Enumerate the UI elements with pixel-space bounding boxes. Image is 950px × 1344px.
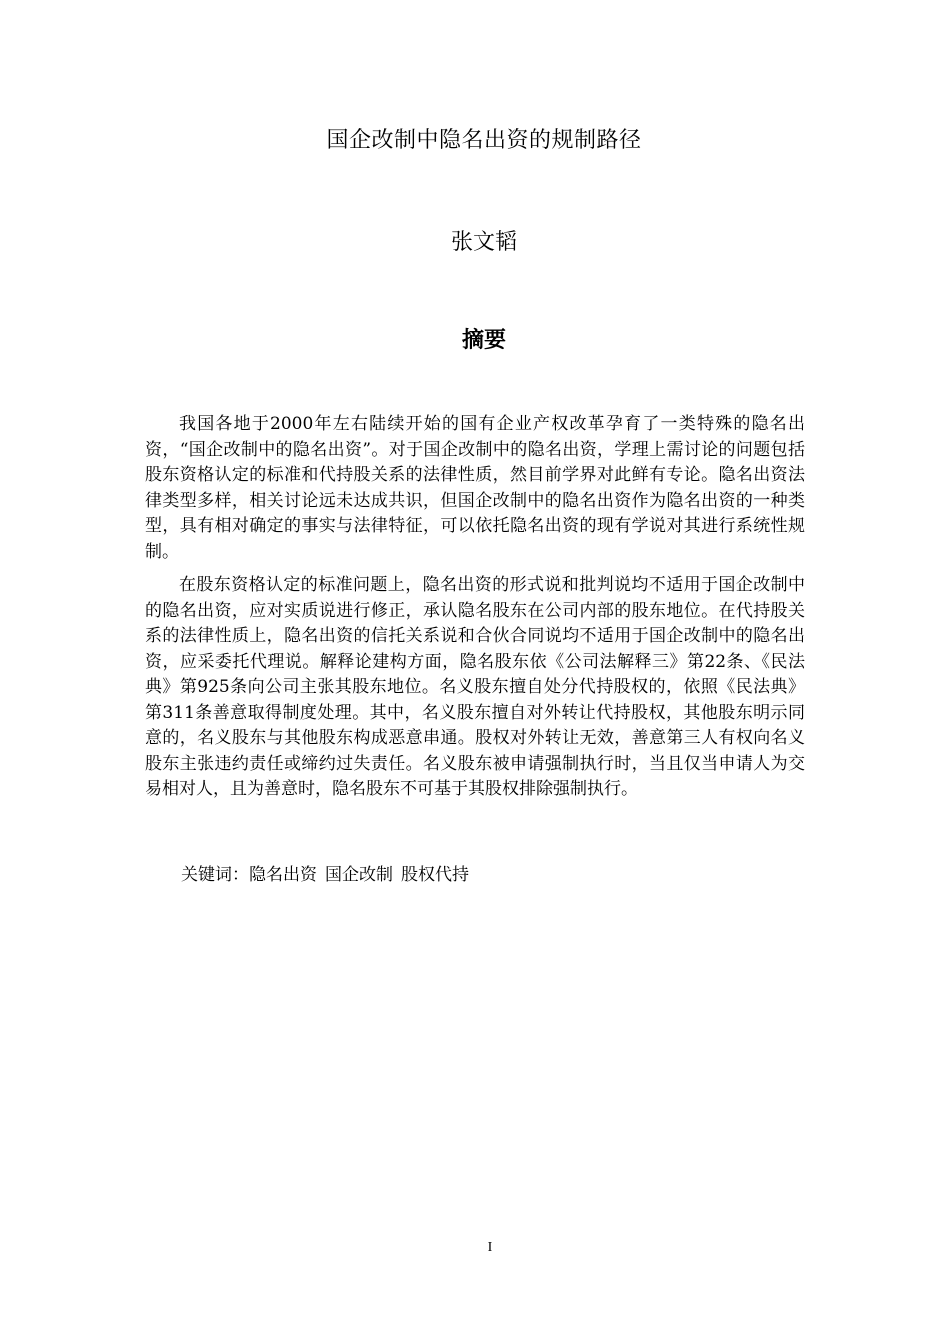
keywords-label: 关键词： bbox=[181, 865, 249, 885]
abstract-paragraph-1: 我国各地于2000年左右陆续开始的国有企业产权改革孕育了一类特殊的隐名出资，“国企改制中的隐名出资”。对于国企改制中的隐名出资，学理上需讨论的问题包括股东资格认定的标准和代持股关系的法律性质，然目前学界对此鲜有专论。隐名出资法律类型多样，相关讨论远未达成共识，但国企改制中的隐名出资作为隐名出资的一种类型，具有相对确定的事实与法律特征，可以依托隐名出资的现有学说对其进行系统性规制。 bbox=[145, 414, 805, 562]
paper-title: 国企改制中隐名出资的规制路径 bbox=[326, 128, 642, 153]
keyword-1: 隐名出资 bbox=[249, 865, 317, 885]
page-number: I bbox=[487, 1240, 493, 1255]
keywords-line bbox=[181, 862, 469, 888]
abstract-paragraph-2: 在股东资格认定的标准问题上，隐名出资的形式说和批判说均不适用于国企改制中的隐名出资，应对实质说进行修正，承认隐名股东在公司内部的股东地位。在代持股关系的法律性质上，隐名出资的信托关系说和合伙合同说均不适用于国企改制中的隐名出资，应采委托代理说。解释论建构方面，隐名股东依《公司法解释三》第22条、《民法典》第925条向公司主张其股东地位。名义股东擅自处分代持股权的，依照《民法典》第311条善意取得制度处理。其中，名义股东擅自对外转让代持股权，其他股东明示同意的，名义股东与其他股东构成恶意串通。股权对外转让无效，善意第三人有权向名义股东主张违约责任或缔约过失责任。名义股东被申请强制执行时，当且仅当申请人为交易相对人，且为善意时，隐名股东不可基于其股权排除强制执行。 bbox=[145, 575, 805, 799]
abstract-heading: 摘要 bbox=[461, 328, 506, 353]
abstract-body bbox=[145, 412, 805, 811]
author-name: 张文韬 bbox=[450, 230, 517, 255]
keyword-3: 股权代持 bbox=[401, 865, 469, 885]
keyword-2: 国企改制 bbox=[325, 865, 393, 885]
